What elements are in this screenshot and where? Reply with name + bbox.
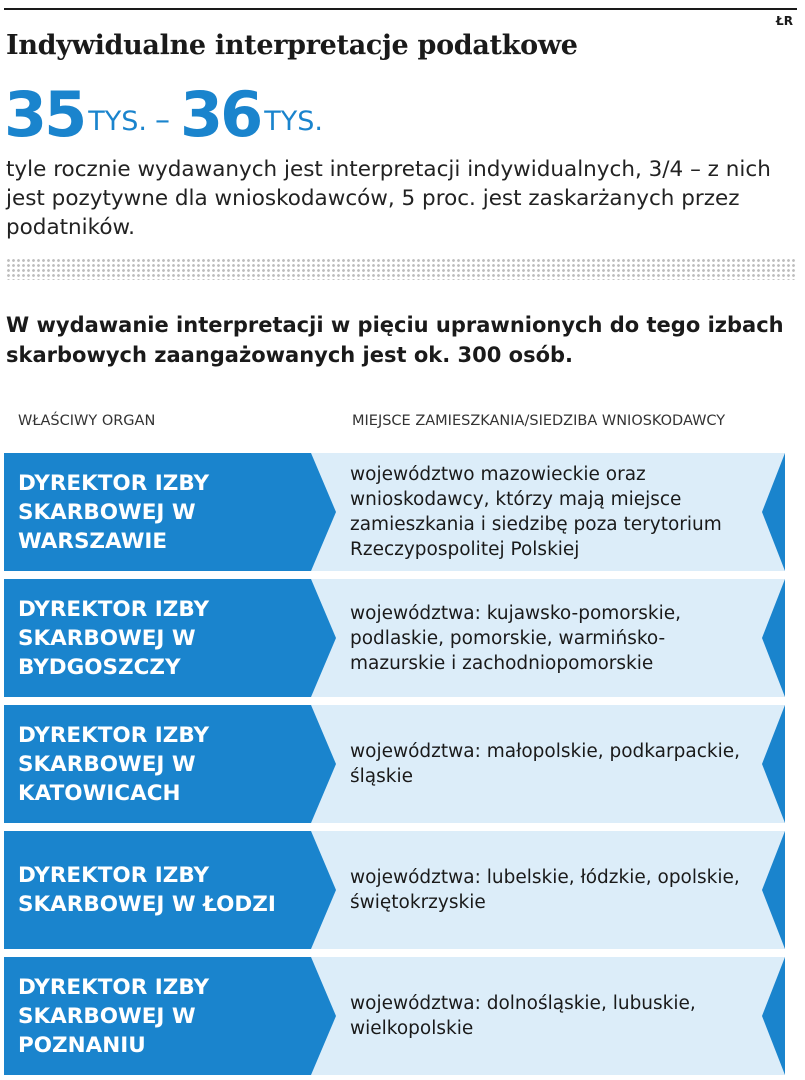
organ-name: DYREKTOR IZBY SKARBOWEJ W BYDGOSZCZY bbox=[18, 596, 210, 680]
organ-name: DYREKTOR IZBY SKARBOWEJ W ŁODZI bbox=[18, 863, 276, 917]
dotted-divider bbox=[6, 258, 797, 280]
organ-name: DYREKTOR IZBY SKARBOWEJ W WARSZAWIE bbox=[18, 470, 210, 554]
stat-from-unit: TYS. bbox=[88, 106, 147, 137]
subtitle: W wydawanie interpretacji w pięciu uprawnionych do tego izbach skarbowych zaangażowanych jest ok. 300 osób. bbox=[6, 313, 784, 367]
stat-dash: – bbox=[155, 103, 170, 138]
stat-description: tyle rocznie wydawanych jest interpretacji indywidualnych, 3/4 – z nich jest pozytywne dla wnioskodawców, 5 proc. jest zaskarżanych przez podatników. bbox=[6, 157, 771, 240]
stat-to-unit: TYS. bbox=[264, 106, 323, 137]
scope-text: województwa: dolnośląskie, lubuskie, wielkopolskie bbox=[350, 993, 696, 1039]
scope-text: województwa: lubelskie, łódzkie, opolskie, świętokrzyskie bbox=[350, 867, 740, 913]
top-rule bbox=[4, 8, 797, 10]
source-credit: ŁR bbox=[776, 14, 793, 28]
table-row bbox=[4, 957, 785, 1075]
scope-text: województwo mazowieckie oraz wnioskodawcy, którzy mają miejsce zamieszkania i siedzibę poza terytorium Rzeczypospolitej Polskiej bbox=[350, 464, 722, 560]
organ-name: DYREKTOR IZBY SKARBOWEJ W POZNANIU bbox=[18, 974, 210, 1058]
organ-name: DYREKTOR IZBY SKARBOWEJ W KATOWICACH bbox=[18, 722, 210, 806]
big-stat bbox=[4, 78, 323, 151]
stat-to-value: 36 bbox=[180, 78, 261, 151]
scope-text: województwa: kujawsko-pomorskie, podlaskie, pomorskie, warmińsko-mazurskie i zachodniopomorskie bbox=[350, 602, 681, 674]
scope-text: województwa: małopolskie, podkarpackie, śląskie bbox=[350, 741, 740, 787]
table-row bbox=[4, 453, 785, 571]
table-row bbox=[4, 705, 785, 823]
table-row bbox=[4, 831, 785, 949]
stat-from-value: 35 bbox=[4, 78, 85, 151]
page-title: Indywidualne interpretacje podatkowe bbox=[6, 30, 578, 61]
column-header-organ: WŁAŚCIWY ORGAN bbox=[18, 413, 156, 429]
column-header-scope: MIEJSCE ZAMIESZKANIA/SIEDZIBA WNIOSKODAWCY bbox=[352, 413, 726, 429]
table-row bbox=[4, 579, 785, 697]
